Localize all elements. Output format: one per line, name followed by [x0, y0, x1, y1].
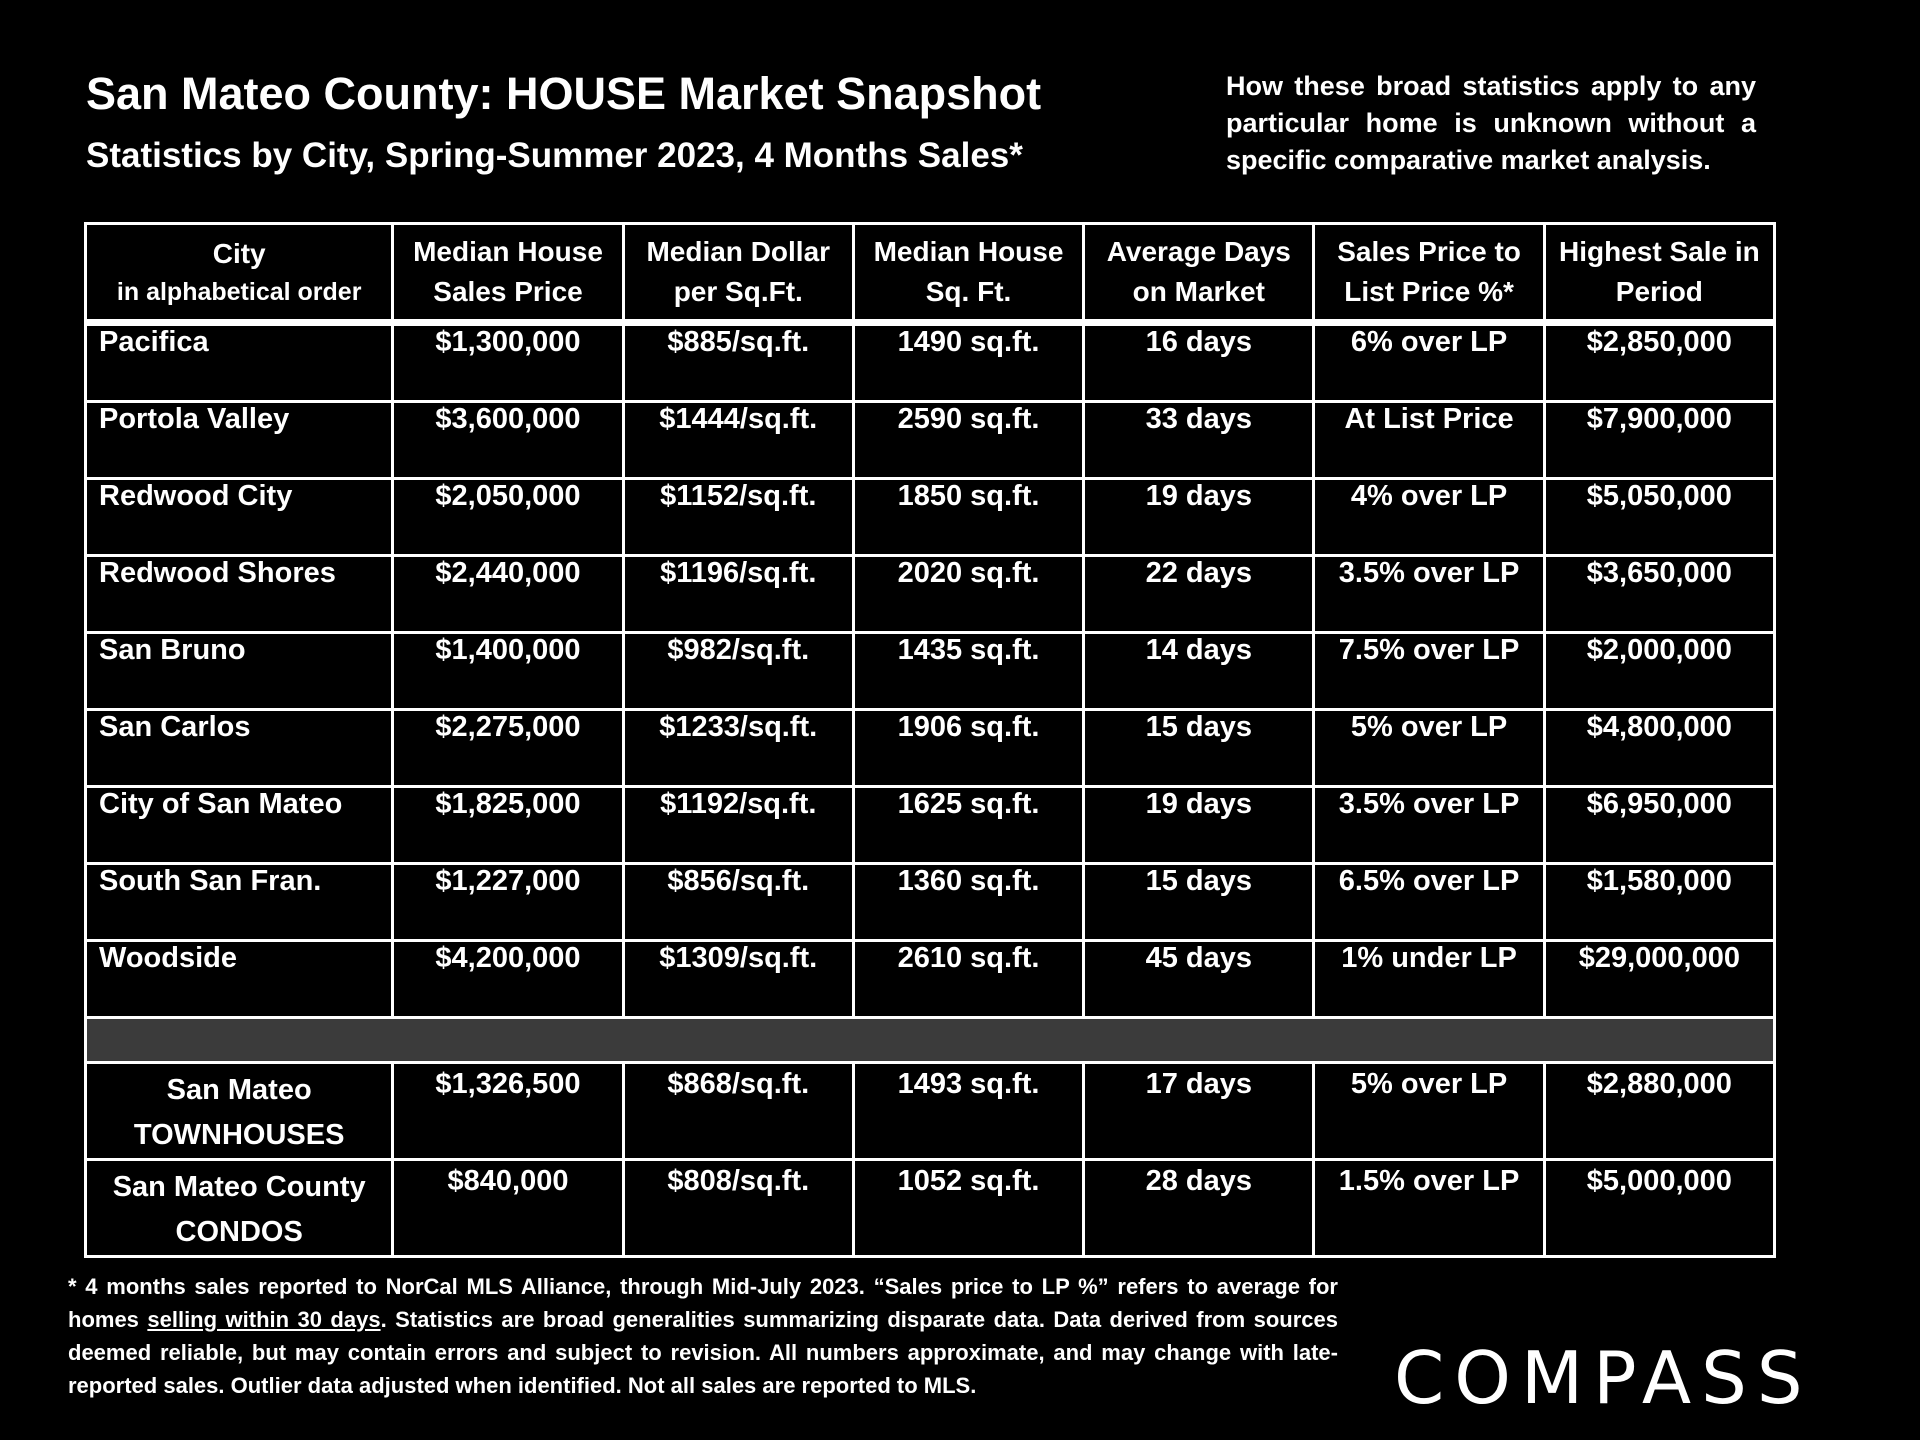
- table-row: [86, 710, 1775, 787]
- column-header-line: Median House: [873, 236, 1064, 267]
- table-cell: $1,825,000: [393, 787, 623, 864]
- column-header-median-price: [393, 224, 623, 323]
- table-cell: $7,900,000: [1544, 402, 1774, 479]
- table-cell: 15 days: [1084, 864, 1314, 941]
- table-cell: 33 days: [1084, 402, 1314, 479]
- table-row: [86, 941, 1775, 1018]
- city-name-cell: South San Fran.: [86, 864, 393, 941]
- column-header-line: Average Days: [1106, 236, 1291, 267]
- table-cell: $2,850,000: [1544, 323, 1774, 402]
- table-cell: $2,440,000: [393, 556, 623, 633]
- column-header-line: City: [212, 238, 266, 269]
- summary-name-line: San Mateo: [166, 1074, 312, 1106]
- table-row: [86, 787, 1775, 864]
- city-name-cell: San Carlos: [86, 710, 393, 787]
- summary-name-line: TOWNHOUSES: [133, 1119, 345, 1151]
- table-row: [86, 402, 1775, 479]
- table-cell: 1625 sq.ft.: [853, 787, 1083, 864]
- table-cell: 16 days: [1084, 323, 1314, 402]
- column-header-line: in alphabetical order: [116, 278, 362, 306]
- summary-row: [86, 1063, 1775, 1160]
- column-header-line: Median House: [413, 236, 603, 267]
- city-name-cell: San Bruno: [86, 633, 393, 710]
- city-name-cell: Redwood Shores: [86, 556, 393, 633]
- table-cell: $1444/sq.ft.: [623, 402, 853, 479]
- separator-cell: [86, 1018, 1775, 1063]
- table-cell: $2,275,000: [393, 710, 623, 787]
- table-cell: $1,580,000: [1544, 864, 1774, 941]
- table-cell: $3,600,000: [393, 402, 623, 479]
- table-cell: 3.5% over LP: [1314, 787, 1544, 864]
- column-header-line: Sales Price to: [1337, 236, 1521, 267]
- city-name-cell: Redwood City: [86, 479, 393, 556]
- summary-row: [86, 1160, 1775, 1257]
- column-header-line: Sq. Ft.: [925, 276, 1012, 307]
- table-cell: 1490 sq.ft.: [853, 323, 1083, 402]
- table-row: [86, 864, 1775, 941]
- table-cell: 4% over LP: [1314, 479, 1544, 556]
- table-cell: 2590 sq.ft.: [853, 402, 1083, 479]
- table-cell: $2,880,000: [1544, 1063, 1774, 1160]
- column-header-line: Period: [1615, 276, 1703, 307]
- table-row: [86, 479, 1775, 556]
- table-cell: $1,227,000: [393, 864, 623, 941]
- compass-logo: COMPASS: [1394, 1336, 1813, 1420]
- table-cell: 17 days: [1084, 1063, 1314, 1160]
- page-title: San Mateo County: HOUSE Market Snapshot: [86, 68, 1042, 119]
- city-name-cell: Portola Valley: [86, 402, 393, 479]
- table-cell: $5,050,000: [1544, 479, 1774, 556]
- table-cell: $1,400,000: [393, 633, 623, 710]
- column-header-city: [86, 224, 393, 323]
- table-cell: $6,950,000: [1544, 787, 1774, 864]
- table-cell: $3,650,000: [1544, 556, 1774, 633]
- table-cell: 1850 sq.ft.: [853, 479, 1083, 556]
- table-cell: 7.5% over LP: [1314, 633, 1544, 710]
- table-header-row: [86, 224, 1775, 323]
- table-cell: 1493 sq.ft.: [853, 1063, 1083, 1160]
- table-cell: $1196/sq.ft.: [623, 556, 853, 633]
- table-cell: $1152/sq.ft.: [623, 479, 853, 556]
- table-cell: $4,200,000: [393, 941, 623, 1018]
- city-name-cell: Woodside: [86, 941, 393, 1018]
- table-cell: 1360 sq.ft.: [853, 864, 1083, 941]
- table-cell: 2020 sq.ft.: [853, 556, 1083, 633]
- table-cell: 5% over LP: [1314, 1063, 1544, 1160]
- summary-name-line: CONDOS: [175, 1216, 303, 1248]
- table-cell: 1% under LP: [1314, 941, 1544, 1018]
- column-header-days-on-market: [1084, 224, 1314, 323]
- column-header-line: Highest Sale in: [1558, 236, 1760, 267]
- table-cell: 19 days: [1084, 479, 1314, 556]
- table-cell: $982/sq.ft.: [623, 633, 853, 710]
- table-cell: 6% over LP: [1314, 323, 1544, 402]
- table-cell: $1,326,500: [393, 1063, 623, 1160]
- table-cell: 45 days: [1084, 941, 1314, 1018]
- table-cell: $29,000,000: [1544, 941, 1774, 1018]
- table-cell: 1.5% over LP: [1314, 1160, 1544, 1257]
- table-cell: 22 days: [1084, 556, 1314, 633]
- table-cell: $840,000: [393, 1160, 623, 1257]
- table-cell: 28 days: [1084, 1160, 1314, 1257]
- table-cell: $1192/sq.ft.: [623, 787, 853, 864]
- table-cell: 19 days: [1084, 787, 1314, 864]
- column-header-line: per Sq.Ft.: [673, 276, 803, 307]
- table-cell: 1906 sq.ft.: [853, 710, 1083, 787]
- column-header-line: Median Dollar: [646, 236, 831, 267]
- column-header-line: Sales Price: [433, 276, 583, 307]
- page-subtitle: Statistics by City, Spring-Summer 2023, 4 Months Sales*: [86, 136, 1023, 175]
- table-cell: $885/sq.ft.: [623, 323, 853, 402]
- footnote-text: * 4 months sales reported to NorCal MLS Alliance, through Mid-July 2023. “Sales price to LP %” refers to average for homes: [68, 1274, 1338, 1332]
- table-cell: 1052 sq.ft.: [853, 1160, 1083, 1257]
- disclaimer-note: How these broad statistics apply to any particular home is unknown without a specific comparative market analysis.: [1226, 71, 1756, 175]
- table-cell: At List Price: [1314, 402, 1544, 479]
- table-cell: $856/sq.ft.: [623, 864, 853, 941]
- footnote-text: . Statistics are broad generalities summarizing disparate data. Data derived from sources deemed reliable, but may contain errors and subject to revision. All numbers approximate, and may change with late-reported sales. Outlier data adjusted when identified. Not all sales are reported to MLS.: [68, 1307, 1338, 1398]
- table-cell: $2,050,000: [393, 479, 623, 556]
- city-name-cell: City of San Mateo: [86, 787, 393, 864]
- table-cell: $1233/sq.ft.: [623, 710, 853, 787]
- summary-name-cell: [86, 1160, 393, 1257]
- table-cell: $868/sq.ft.: [623, 1063, 853, 1160]
- table-cell: $1309/sq.ft.: [623, 941, 853, 1018]
- table-cell: $5,000,000: [1544, 1160, 1774, 1257]
- summary-name-line: San Mateo County: [112, 1171, 366, 1203]
- footnote-underlined-text: selling within 30 days: [147, 1307, 381, 1332]
- column-header-median-sqft: [853, 224, 1083, 323]
- column-header-highest-sale: [1544, 224, 1774, 323]
- table-cell: 1435 sq.ft.: [853, 633, 1083, 710]
- table-cell: 15 days: [1084, 710, 1314, 787]
- table-cell: 14 days: [1084, 633, 1314, 710]
- column-header-sales-to-list: [1314, 224, 1544, 323]
- column-header-line: List Price %*: [1344, 276, 1514, 307]
- table-cell: $4,800,000: [1544, 710, 1774, 787]
- table-cell: $808/sq.ft.: [623, 1160, 853, 1257]
- table-cell: 2610 sq.ft.: [853, 941, 1083, 1018]
- city-name-cell: Pacifica: [86, 323, 393, 402]
- table-row: [86, 323, 1775, 402]
- separator-row: [86, 1018, 1775, 1063]
- table-cell: 3.5% over LP: [1314, 556, 1544, 633]
- table-row: [86, 556, 1775, 633]
- table-cell: 5% over LP: [1314, 710, 1544, 787]
- table-cell: $1,300,000: [393, 323, 623, 402]
- summary-name-cell: [86, 1063, 393, 1160]
- column-header-price-per-sqft: [623, 224, 853, 323]
- market-snapshot-table: [84, 222, 1776, 1258]
- column-header-line: on Market: [1132, 276, 1265, 307]
- table-cell: 6.5% over LP: [1314, 864, 1544, 941]
- table-cell: $2,000,000: [1544, 633, 1774, 710]
- footnote: [68, 1270, 1338, 1402]
- table-row: [86, 633, 1775, 710]
